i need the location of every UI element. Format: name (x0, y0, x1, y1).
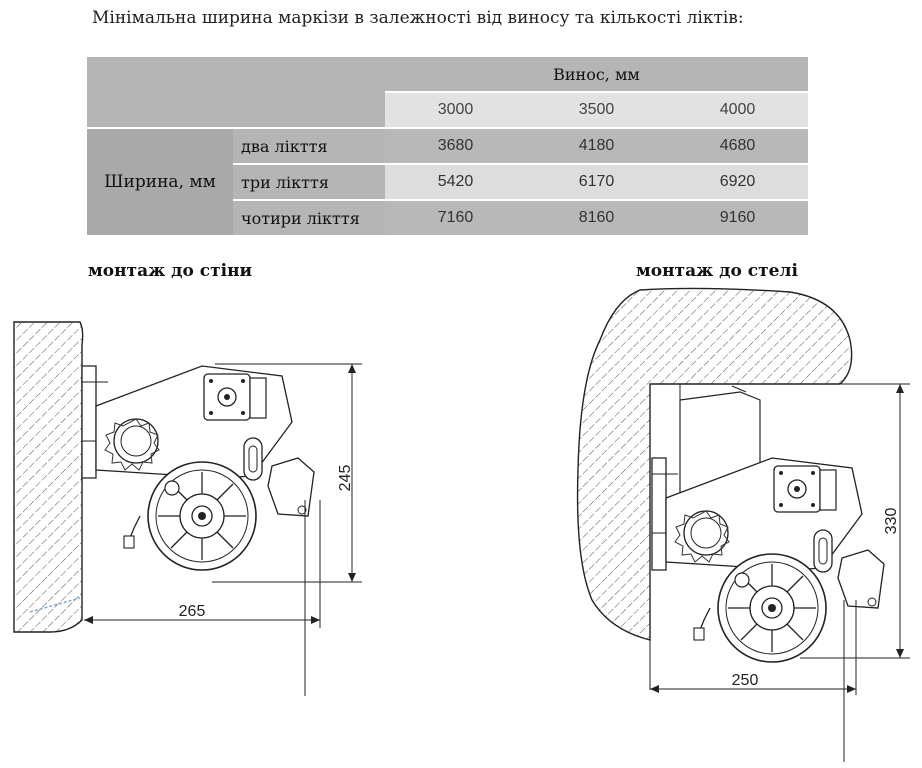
ceiling-mount-title: монтаж до стелі (636, 261, 798, 281)
width-value: 3680 (385, 128, 526, 164)
wall-width-dimension: 265 (178, 603, 206, 620)
width-value: 5420 (385, 164, 526, 200)
elbow-count-label: чотири лікття (233, 200, 385, 236)
projection-value: 3000 (385, 92, 526, 128)
ceiling-width-dimension: 250 (731, 672, 759, 689)
elbow-count-label: три лікття (233, 164, 385, 200)
width-value: 7160 (385, 200, 526, 236)
projection-value: 3500 (526, 92, 667, 128)
ceiling-mount-diagram (578, 288, 910, 762)
wall-height-dimension: 245 (337, 464, 354, 492)
width-value: 4680 (667, 128, 808, 164)
wall-mount-diagram (14, 322, 362, 696)
elbow-count-label: два лікття (233, 128, 385, 164)
page-heading: Мінімальна ширина маркізи в залежності від виносу та кількості ліктів: (92, 8, 744, 28)
width-value: 6170 (526, 164, 667, 200)
width-row-header: Ширина, мм (87, 128, 233, 236)
ceiling-height-dimension: 330 (883, 507, 900, 535)
width-value: 4180 (526, 128, 667, 164)
width-value: 6920 (667, 164, 808, 200)
width-value: 9160 (667, 200, 808, 236)
projection-header: Винос, мм (385, 57, 808, 92)
wall-mount-title: монтаж до стіни (88, 261, 253, 281)
width-value: 8160 (526, 200, 667, 236)
projection-value: 4000 (667, 92, 808, 128)
